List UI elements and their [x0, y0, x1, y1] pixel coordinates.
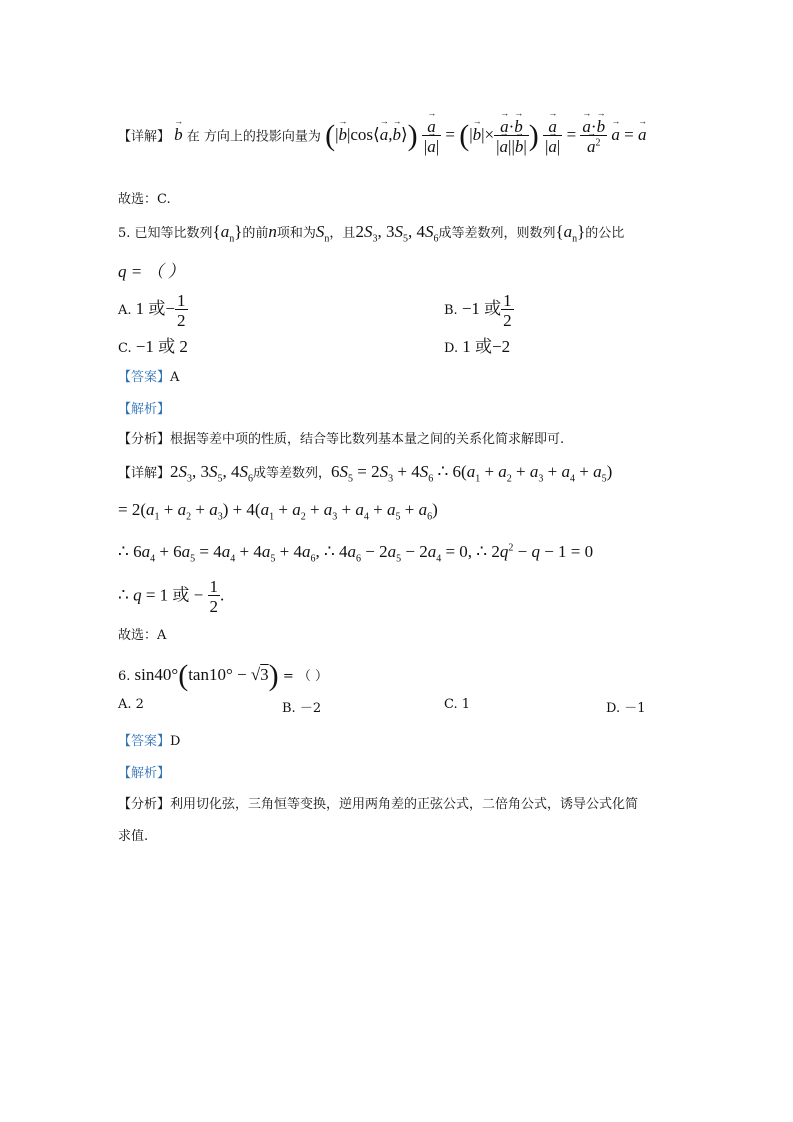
- option-label: A.: [118, 697, 132, 712]
- option-label: D.: [606, 701, 621, 716]
- q6-stem: [118, 659, 328, 693]
- q6-answer: [118, 730, 180, 749]
- q5-detail-line3: ∴ $6a_4 + 6a_5 = 4a_4 + 4a_5 + 4a_6$, ∴ $4a_6 - 2a_5 - 2a_4 = 0$, ∴ $2q^2 - q - 1 = 0$: [118, 542, 594, 565]
- option-label: B.: [282, 701, 296, 716]
- option-text: －2: [299, 701, 322, 716]
- q6-stem-text: = （ ）: [282, 668, 328, 684]
- q6-option-b: [282, 697, 321, 716]
- answer-label: 【答案】: [118, 370, 171, 385]
- q5-stem-text: 项和为: [276, 226, 316, 241]
- detail-label: 【详解】: [118, 129, 171, 145]
- q5-answer: [118, 366, 179, 385]
- q5-stem-text: 的公比: [585, 226, 625, 241]
- detail-label: 【详解】: [118, 466, 171, 481]
- option-text: −1 或: [461, 299, 502, 318]
- q5-q-blank: q = （ ）: [118, 262, 185, 281]
- analysis-text: 根据等差中项的性质，结合等比数列基本量之间的关系化简求解即可.: [170, 432, 565, 447]
- q6-number: 6.: [118, 668, 131, 684]
- option-label: C.: [444, 697, 458, 712]
- q6-analysis-line1: [118, 793, 638, 812]
- q5-option-a: [118, 292, 188, 329]
- q4-conclusion: 故选：C.: [118, 192, 171, 207]
- terms-expr: $2S_3$, $3S_5$, $4S_6$: [355, 222, 439, 245]
- seq-an: $\{a_n\}$: [555, 222, 586, 245]
- answer-value: D: [170, 734, 181, 749]
- fraction-half: $\frac{1}{2}$: [503, 291, 512, 330]
- q5-conclusion: 故选：A: [118, 628, 167, 643]
- q6-analysis-label: 【解析】: [118, 766, 171, 781]
- q6-option-d: [606, 697, 646, 716]
- q5-stem-line1: [118, 222, 624, 244]
- q5-analysis-label: 【解析】: [118, 402, 171, 417]
- option-text: 1 或−: [135, 299, 176, 318]
- answer-label: 【答案】: [118, 734, 171, 749]
- q5-stem-text: ，且: [329, 226, 356, 241]
- q6-option-a: [118, 697, 144, 712]
- analysis-text: 利用切化弦，三角恒等变换，逆用两角差的正弦公式，二倍角公式，诱导公式化简: [170, 797, 639, 812]
- vec-b: → b: [174, 125, 183, 144]
- q5-detail-line4: ∴ q = 1 或 − $\frac{1}{2}$ .: [118, 577, 225, 616]
- q6-option-c: [444, 697, 470, 712]
- projection-formula: (|→ b|cos⟨→ a,→ b⟩) → $\frac{a}{|\to a|}$ = (|→ b|× → $\frac{a\cdot\to b}{|\to a||\to b|}$ ) → $\frac{a}{|\to a|}$ = → a·→ b → $a^2$ → a = → a: [325, 125, 646, 144]
- fraction-half: $\frac{1}{2}$: [177, 291, 186, 330]
- q6-expression: sin40°(tan10° − √3): [134, 659, 279, 692]
- var-n: n: [268, 222, 277, 241]
- analysis-head: 【分析】: [118, 797, 171, 812]
- equation-1: $6S_5 = 2S_3 + 4S_6$ ∴ $6(a_1 + a_2 + a_3 + a_4 + a_5)$: [331, 462, 613, 485]
- option-label: B.: [444, 303, 458, 318]
- var-sn: $S_n$: [315, 222, 330, 245]
- option-text: −1 或 2: [135, 337, 188, 356]
- q5-number: 5. 已知等比数列: [118, 226, 213, 241]
- option-text: 2: [135, 697, 144, 712]
- option-label: D.: [444, 341, 459, 356]
- q4-detail-text: 在 方向上的投影向量为: [186, 129, 321, 145]
- option-text: 1 或−2: [462, 337, 511, 356]
- q5-option-d: [444, 332, 510, 357]
- q5-option-b: [444, 292, 514, 329]
- seq-an: $\{a_n\}$: [212, 222, 243, 245]
- q5-detail-line2: = $2(a_1 + a_2 + a_3) + 4(a_1 + a_2 + a_3 + a_4 + a_5 + a_6)$: [118, 500, 438, 523]
- q4-detail-line: [118, 118, 646, 155]
- terms-expr: $2S_3$, $3S_5$, $4S_6$: [170, 462, 254, 485]
- analysis-head: 【分析】: [118, 432, 171, 447]
- option-label: A.: [118, 303, 132, 318]
- q5-stem-text: 的前: [242, 226, 269, 241]
- q5-analysis: [118, 428, 564, 447]
- q5-stem-line2: [118, 257, 185, 282]
- q6-analysis-line2: 求值.: [118, 829, 149, 844]
- q5-stem-text: 成等差数列，则数列: [438, 226, 556, 241]
- q5-option-c: [118, 332, 188, 357]
- option-text: －1: [624, 701, 646, 716]
- q5-detail-line1: [118, 462, 612, 484]
- option-text: 1: [461, 697, 471, 712]
- detail-text: 成等差数列，: [253, 466, 332, 481]
- option-label: C.: [118, 341, 132, 356]
- answer-value: A: [170, 370, 180, 385]
